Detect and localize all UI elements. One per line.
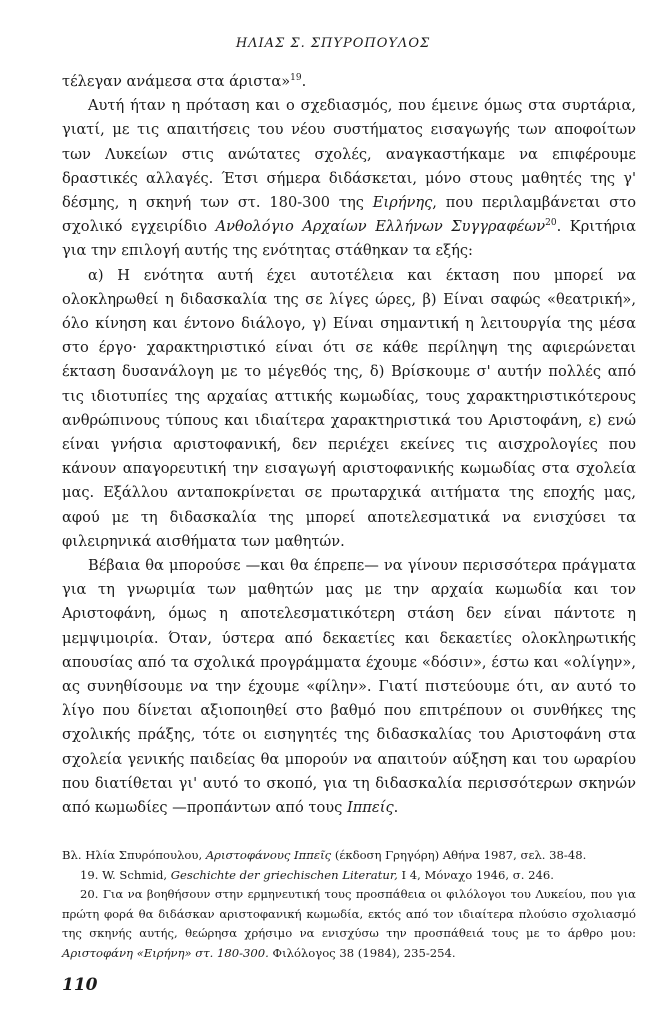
footnote-18: Βλ. Ηλία Σπυρόπουλου, Αριστοφάνους Ιππεῖς (έκδοση Γρηγόρη) Αθήνα 1987, σελ. 38-48. — [62, 848, 587, 862]
main-text — [62, 70, 636, 820]
paragraph-conclusion: Βέβαια θα μπορούσε —και θα έπρεπε— να γίνουν περισσότερα πράγματα για τη γνωριμία των μαθητών μας με την αρχαία κωμωδία και τον Αριστοφάνη, όμως η αποτελεσματικότερη στάση δεν είναι πάντοτε η μεμψιμοιρία. Όταν, ύστερα από δεκαετίες και δεκαετίες ολοκληρωτικής απουσίας από τα σχολικά προγράμματα έχουμε «δόσιν», έστω και «ολίγην», ας συνηθίσουμε να την έχουμε «φίλην». Γιατί πιστεύουμε ότι, αν αυτό το λίγο που δίνεται αξιοποιηθεί στο βαθμό που επιτρέπουν οι συνθήκες της σχολικής πράξης, τότε οι εισηγητές της διδασκαλίας του Αριστοφάνη στα σχολεία γενικής παιδείας θα μπορούν να απαιτούν αύξηση και του ωραρίου που διατίθεται γι' αυτό το σκοπό, για τη διδασκαλία περισσότερων σκηνών από κωμωδίες —προπάντων από τους Ιππείς. — [62, 557, 636, 817]
work-title-hippeis: Ιππείς — [346, 799, 394, 817]
footnote-20: 20. Για να βοηθήσουν στην ερμηνευτική τους προσπάθεια οι φιλόλογοι του Λυκείου, που για πρώτη φορά θα διδάσκαν αριστοφανική κωμωδία, εκτός από τον ιδιαίτερα πλούσιο σχολιασμό της σκηνής αυτής, θεώρησα χρήσιμο να ενισχύσω την προσπάθειά τους με το άρθρο μου: Αριστοφάνη «Ειρήνη» στ. 180-300. Φιλόλογος 38 (1984), 235-254. — [62, 887, 636, 960]
textbook-title: Ανθολόγιο Αρχαίων Ελλήνων Συγγραφέων — [215, 218, 546, 236]
paragraph-criteria: α) Η ενότητα αυτή έχει αυτοτέλεια και έκταση που μπορεί να ολοκληρωθεί η διδασκαλία της σε λίγες ώρες, β) Είναι σαφώς «θεατρική», όλο κίνηση και έντονο διάλογο, γ) Είναι σημαντική η λειτουργία της μέσα στο έργο· χαρακτηριστικό είναι ότι σε κάθε περίληψη της αφιερώνεται έκταση δυσανάλογη με το μέγεθός της, δ) Βρίσκουμε σ' αυτήν πολλές από τις ιδιοτυπίες της αρχαίας αττικής κωμωδίας, τους χαρακτηριστικότερους ανθρώπινους τύπους και ιδιαίτερα χαρακτηριστικά του Αριστοφάνη, ε) ενώ είναι γνήσια αριστοφανική, δεν περιέχει εκείνες τις αισχρολογίες που κάνουν απαγορευτική την εισαγωγή αριστοφανικής κωμωδίας στα σχολεία μας. Εξάλλου ανταποκρίνεται σε πρωταρχικά αιτήματα της εποχής μας, αφού με τη διδασκαλία της μπορεί αποτελεσματικά να ενισχύσει τα φιλειρηνικά αισθήματα των μαθητών. — [62, 266, 636, 550]
work-title-eirene: Ειρήνης — [372, 194, 433, 212]
page-number: 110 — [62, 975, 98, 995]
paragraph-proposal: Αυτή ήταν η πρόταση και ο σχεδιασμός, που έμεινε όμως στα συρτάρια, γιατί, με τις απαιτήσεις του νέου συστήματος εισαγωγής των αποφοίτων των Λυκείων στις ανώτατες σχολές, αναγκαστήκαμε να επιφέρουμε δραστικές αλλαγές. Έτσι σήμερα διδάσκεται, μόνο στους μαθητές της γ' δέσμης, η σκηνή των στ. 180-300 της Ειρήνης, που περιλαμβάνεται στο σχολικό εγχειρίδιο Ανθολόγιο Αρχαίων Ελλήνων Συγγραφέων$^{20}$. Κριτήρια για την επιλογή αυτής της ενότητας στάθηκαν τα εξής: — [62, 97, 636, 260]
footnote-19: 19. W. Schmid, Geschichte der griechischen Literatur, I 4, Μόναχο 1946, σ. 246. — [80, 867, 554, 882]
running-head: ΗΛΙΑΣ Σ. ΣΠΥΡΟΠΟΥΛΟΣ — [235, 36, 431, 51]
footnote-ref-19: 19 — [290, 73, 302, 84]
footnote-ref-20: 20 — [545, 218, 557, 229]
footnotes — [62, 846, 636, 963]
paragraph-continuation: τέλεγαν ανάμεσα στα άριστα»$^{19}$. — [62, 73, 307, 90]
